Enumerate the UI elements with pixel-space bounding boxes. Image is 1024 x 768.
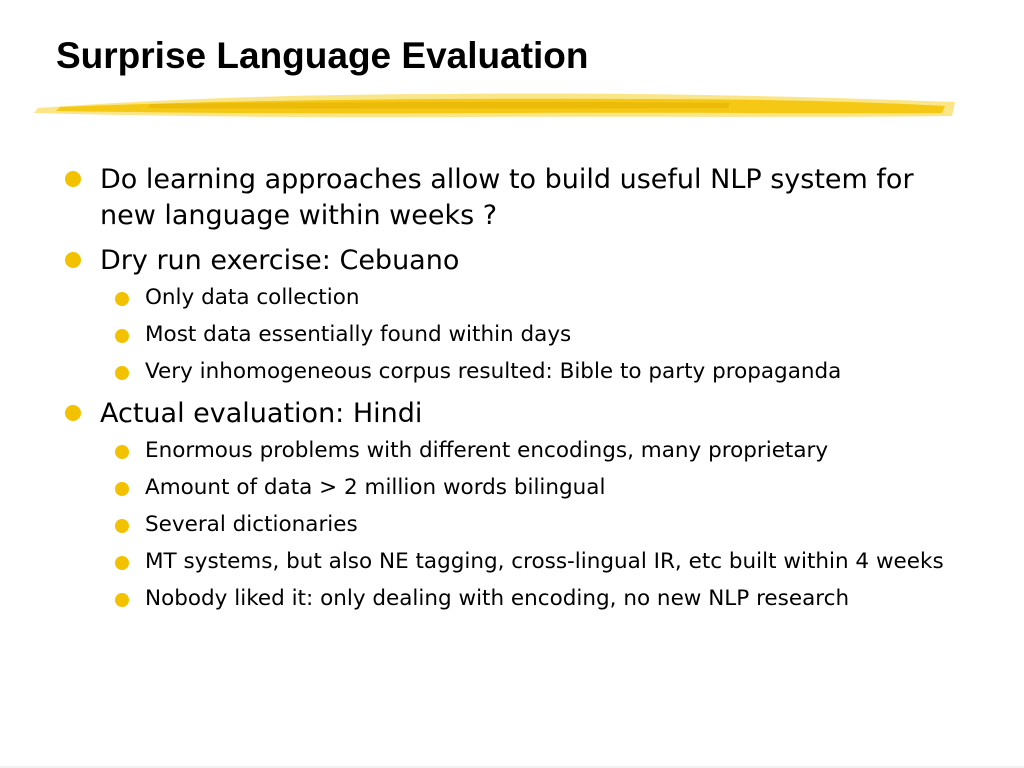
sub-bullet-text: Nobody liked it: only dealing with encoding, no new NLP research xyxy=(145,586,850,611)
sub-bullet-dot-icon xyxy=(115,445,129,459)
bullet-dot-icon xyxy=(65,405,81,421)
bullet-item xyxy=(0,396,1024,614)
sub-bullet-item xyxy=(100,436,944,466)
bullet-item xyxy=(0,162,1024,234)
sub-bullet-dot-icon xyxy=(115,292,129,306)
sub-bullet-item xyxy=(100,547,944,577)
sub-bullet-list xyxy=(100,283,944,387)
sub-bullet-text: Enormous problems with different encodings, many proprietary xyxy=(145,438,829,463)
sub-bullet-item xyxy=(100,320,944,350)
sub-bullet-item xyxy=(100,510,944,540)
sub-bullet-dot-icon xyxy=(115,366,129,380)
sub-bullet-dot-icon xyxy=(115,519,129,533)
sub-bullet-text: Only data collection xyxy=(145,285,360,310)
sub-bullet-text: Several dictionaries xyxy=(145,512,358,537)
bullet-list xyxy=(0,162,1024,623)
slide-title: Surprise Language Evaluation xyxy=(56,35,589,76)
sub-bullet-text: Most data essentially found within days xyxy=(145,322,572,347)
bullet-text: Actual evaluation: Hindi xyxy=(100,398,423,429)
bullet-text: Dry run exercise: Cebuano xyxy=(100,245,460,276)
title-underline-brushstroke xyxy=(30,86,960,126)
sub-bullet-item xyxy=(100,473,944,503)
sub-bullet-dot-icon xyxy=(115,329,129,343)
bullet-item xyxy=(0,243,1024,387)
sub-bullet-text: Very inhomogeneous corpus resulted: Bible to party propaganda xyxy=(145,359,842,384)
sub-bullet-text: MT systems, but also NE tagging, cross-lingual IR, etc built within 4 weeks xyxy=(145,549,944,574)
bullet-dot-icon xyxy=(65,252,81,268)
bullet-dot-icon xyxy=(65,171,81,187)
sub-bullet-dot-icon xyxy=(115,593,129,607)
sub-bullet-dot-icon xyxy=(115,482,129,496)
sub-bullet-dot-icon xyxy=(115,556,129,570)
bullet-text: Do learning approaches allow to build useful NLP system for new language within weeks ? xyxy=(100,164,914,231)
sub-bullet-text: Amount of data > 2 million words bilingual xyxy=(145,475,606,500)
sub-bullet-item xyxy=(100,357,944,387)
sub-bullet-list xyxy=(100,436,944,614)
sub-bullet-item xyxy=(100,584,944,614)
sub-bullet-item xyxy=(100,283,944,313)
